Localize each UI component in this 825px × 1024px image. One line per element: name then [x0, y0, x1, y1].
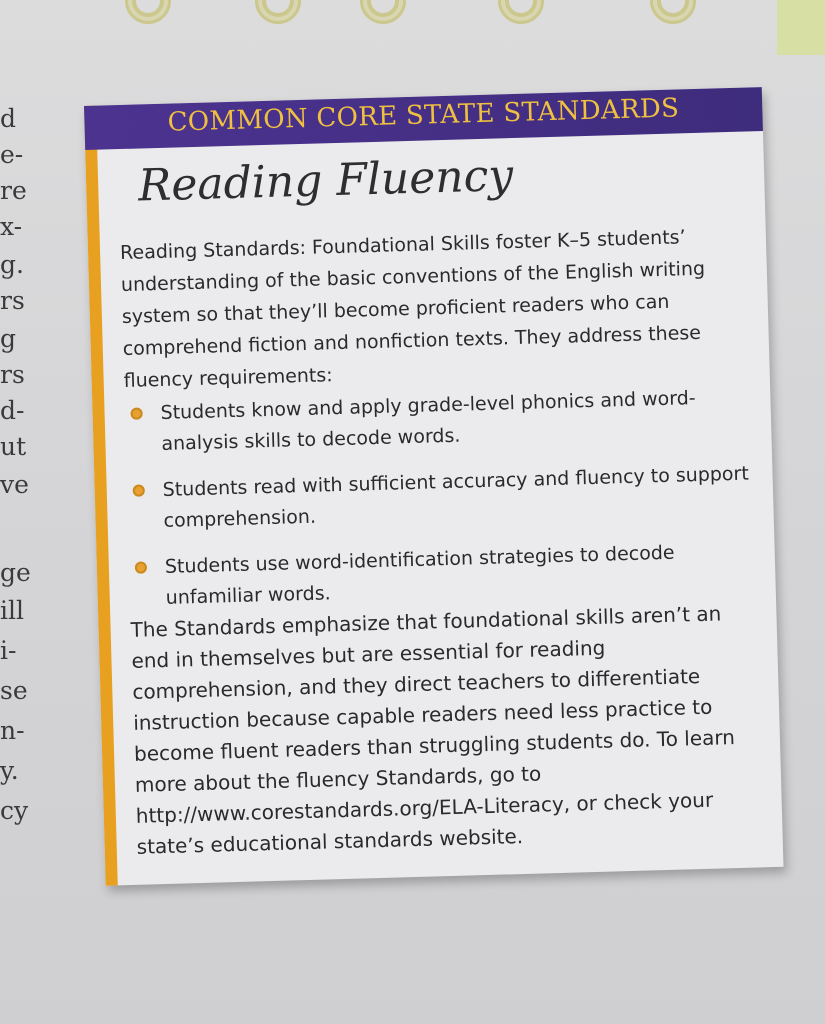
column-fragment: se [0, 676, 28, 705]
list-item-text: Students use word-identification strategies to decode unfamiliar words. [164, 541, 675, 609]
column-fragment: x- [0, 212, 23, 241]
column-fragment: ge [0, 558, 31, 587]
decorative-swirl-icon [255, 0, 301, 24]
column-fragment: y. [0, 756, 19, 785]
column-fragment: g [0, 324, 17, 353]
page-tab [777, 0, 825, 55]
column-fragment: n- [0, 716, 25, 745]
bullet-dot-icon [130, 407, 142, 419]
column-fragment: e- [0, 140, 24, 169]
column-fragment: ve [0, 470, 29, 499]
column-fragment: rs [0, 360, 25, 389]
list-item-text: Students know and apply grade-level phonics and word-analysis skills to decode words. [160, 387, 696, 455]
standards-banner [84, 87, 763, 150]
intro-paragraph: Reading Standards: Foundational Skills foster K–5 students’ understanding of the basic conventions of the English writing system so that they’ll become proficient readers who can comprehend fiction and nonfiction texts. They address these fluency requirements: [119, 226, 706, 392]
column-fragment: d [0, 104, 17, 133]
column-fragment: i- [0, 636, 17, 665]
bullet-dot-icon [135, 561, 147, 573]
decorative-swirl-icon [360, 0, 406, 24]
list-item [126, 458, 753, 537]
column-fragment: ill [0, 596, 24, 625]
decorative-swirl-icon [498, 0, 544, 24]
closing-paragraph: The Standards emphasize that foundational skills aren’t an end in themselves but are essential for reading comprehension, and they direct teachers to differentiate instruction because capable readers need less practice to become fluent readers than struggling students do. To learn more about the fluency Standards, go to http://www.corestandards.org/ELA-Literacy, or check your state’s educational standards website. [130, 601, 736, 859]
decorative-swirl-icon [650, 0, 696, 24]
box-title: Reading Fluency [137, 150, 514, 212]
bullet-dot-icon [133, 484, 145, 496]
requirements-list [124, 382, 756, 630]
banner-title: COMMON CORE STATE STANDARDS [167, 93, 680, 138]
column-fragment: rs [0, 286, 25, 315]
column-fragment: g. [0, 250, 24, 279]
standards-sidebar-box [84, 87, 784, 886]
column-fragment: cy [0, 796, 29, 825]
decorative-swirl-icon [125, 0, 171, 24]
column-fragment: ut [0, 432, 27, 461]
column-fragment: d- [0, 396, 25, 425]
list-item-text: Students read with sufficient accuracy and fluency to support comprehension. [162, 462, 750, 532]
column-fragment: re [0, 176, 27, 205]
